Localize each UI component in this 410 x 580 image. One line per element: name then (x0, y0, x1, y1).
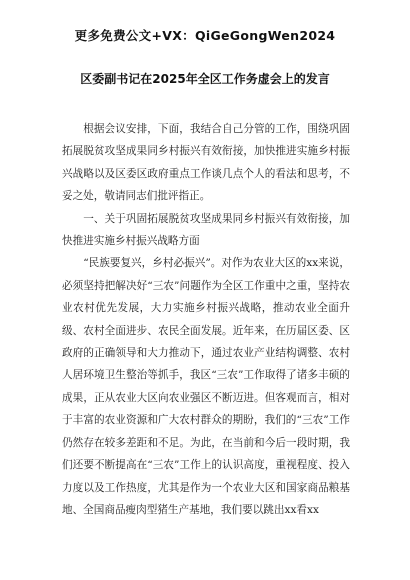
document-title: 区委副书记在2025年全区工作务虚会上的发言 (80, 72, 330, 86)
document-body (62, 118, 350, 521)
section-heading-paragraph: 一、关于巩固拓展脱贫攻坚成果同乡村振兴有效衔接，加快推进实施乡村振兴战略方面 (62, 212, 350, 248)
watermark-header: 更多免费公文+VX：QiGeGongWen2024 (74, 28, 336, 43)
intro-paragraph: 根据会议安排，下面，我结合自己分管的工作，围绕巩固拓展脱贫攻坚成果同乡村振兴有效衔接，加快推进实施乡村振兴战略以及区委区政府重点工作谈几点个人的看法和思考，不妥之处，敬请同志们批评指正。 (62, 123, 350, 203)
body-paragraph: “民族要复兴，乡村必振兴”。对作为农业大区的xx来说，必须坚持把解决好“三农”问题作为全区工作重中之重，坚持农业农村优先发展，大力实施乡村振兴战略，推动农业全面升级、农村全面进步、农民全面发展。近年来，在历届区委、区政府的正确领导和大力推动下，通过农业产业结构调整、农村人居环境卫生整治等抓手，我区“三农”工作取得了诸多丰硕的成果，正从农业大区向农业强区不断迈进。但客观而言，相对于丰富的农业资源和广大农村群众的期盼，我们的“三农”工作仍然存在较多差距和不足。为此，在当前和今后一段时期，我们还要不断提高在“三农”工作上的认识高度，重视程度、投入力度以及工作热度，尤其是作为一个农业大区和国家商品粮基地、全国商品瘦肉型猪生产基地，我们要以跳出xx看xx (62, 257, 350, 516)
